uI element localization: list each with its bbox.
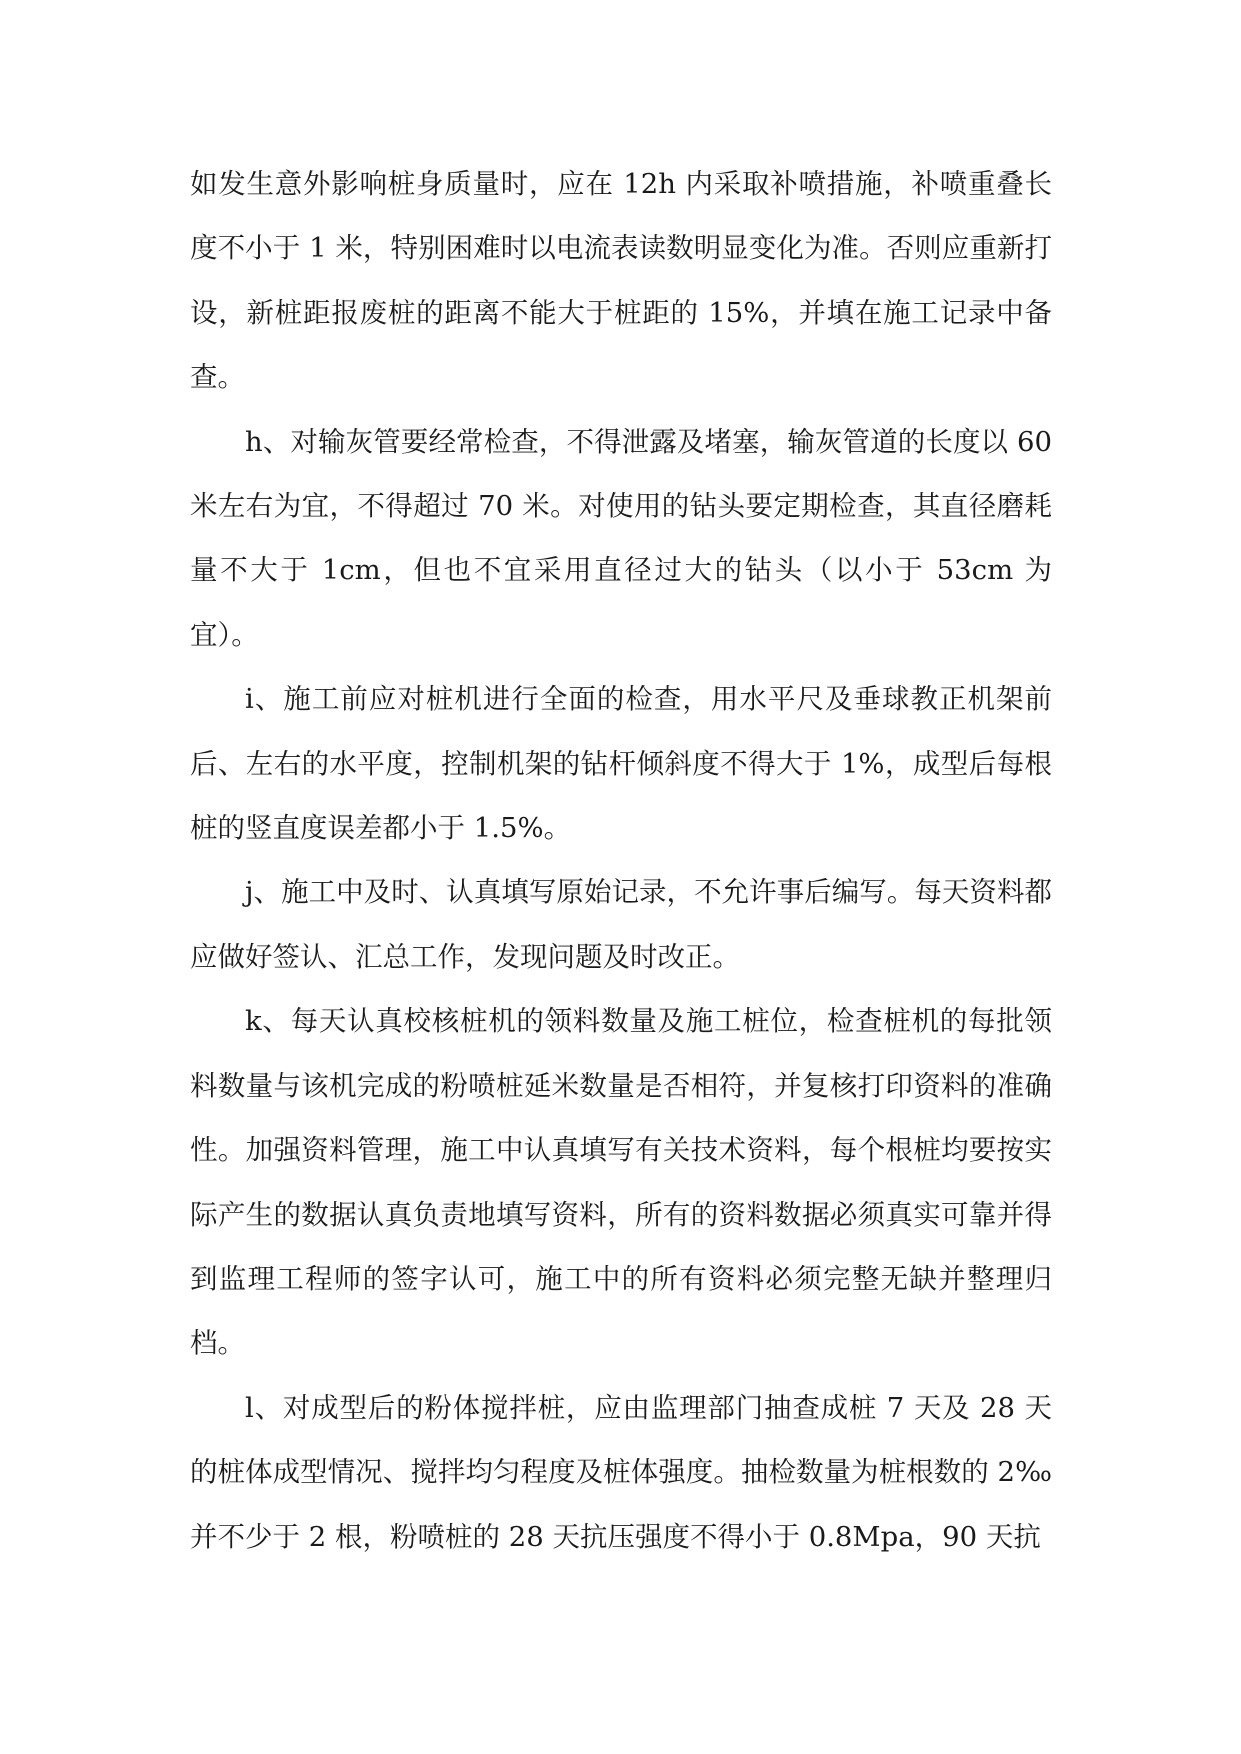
paragraph-reinjection: 如发生意外影响桩身质量时，应在 12h 内采取补喷措施，补喷重叠长度不小于 1 米，特别困难时以电流表读数明显变化为准。否则应重新打设，新桩距报废桩的距离不能大于桩距的 15%，并填在施工记录中备查。 bbox=[190, 168, 1052, 394]
paragraph-h-ash-pipe: h、对输灰管要经常检查，不得泄露及堵塞，输灰管道的长度以 60 米左右为宜，不得超过 70 米。对使用的钻头要定期检查，其直径磨耗量不大于 1cm，但也不宜采用直径过大的钻头（以小于 53cm 为宜）。 bbox=[190, 425, 1052, 651]
paragraph-i-machine-check: i、施工前应对桩机进行全面的检查，用水平尺及垂球教正机架前后、左右的水平度，控制机架的钻杆倾斜度不得大于 1%，成型后每根桩的竖直度误差都小于 1.5%。 bbox=[190, 683, 1052, 845]
paragraph-j-records: j、施工中及时、认真填写原始记录，不允许事后编写。每天资料都应做好签认、汇总工作，发现问题及时改正。 bbox=[190, 876, 1052, 973]
paragraph-k-material-check: k、每天认真校核桩机的领料数量及施工桩位，检查桩机的每批领料数量与该机完成的粉喷桩延米数量是否相符，并复核打印资料的准确性。加强资料管理，施工中认真填写有关技术资料，每个根桩均要按实际产生的数据认真负责地填写资料，所有的资料数据必须真实可靠并得到监理工程师的签字认可，施工中的所有资料必须完整无缺并整理归档。 bbox=[190, 1005, 1052, 1360]
document-body bbox=[190, 152, 1052, 1569]
paragraph-l-inspection: l、对成型后的粉体搅拌桩，应由监理部门抽查成桩 7 天及 28 天的桩体成型情况、搅拌均匀程度及桩体强度。抽检数量为桩根数的 2‰并不少于 2 根，粉喷桩的 28 天抗压强度不得小于 0.8Mpa，90 天抗 bbox=[190, 1391, 1052, 1553]
